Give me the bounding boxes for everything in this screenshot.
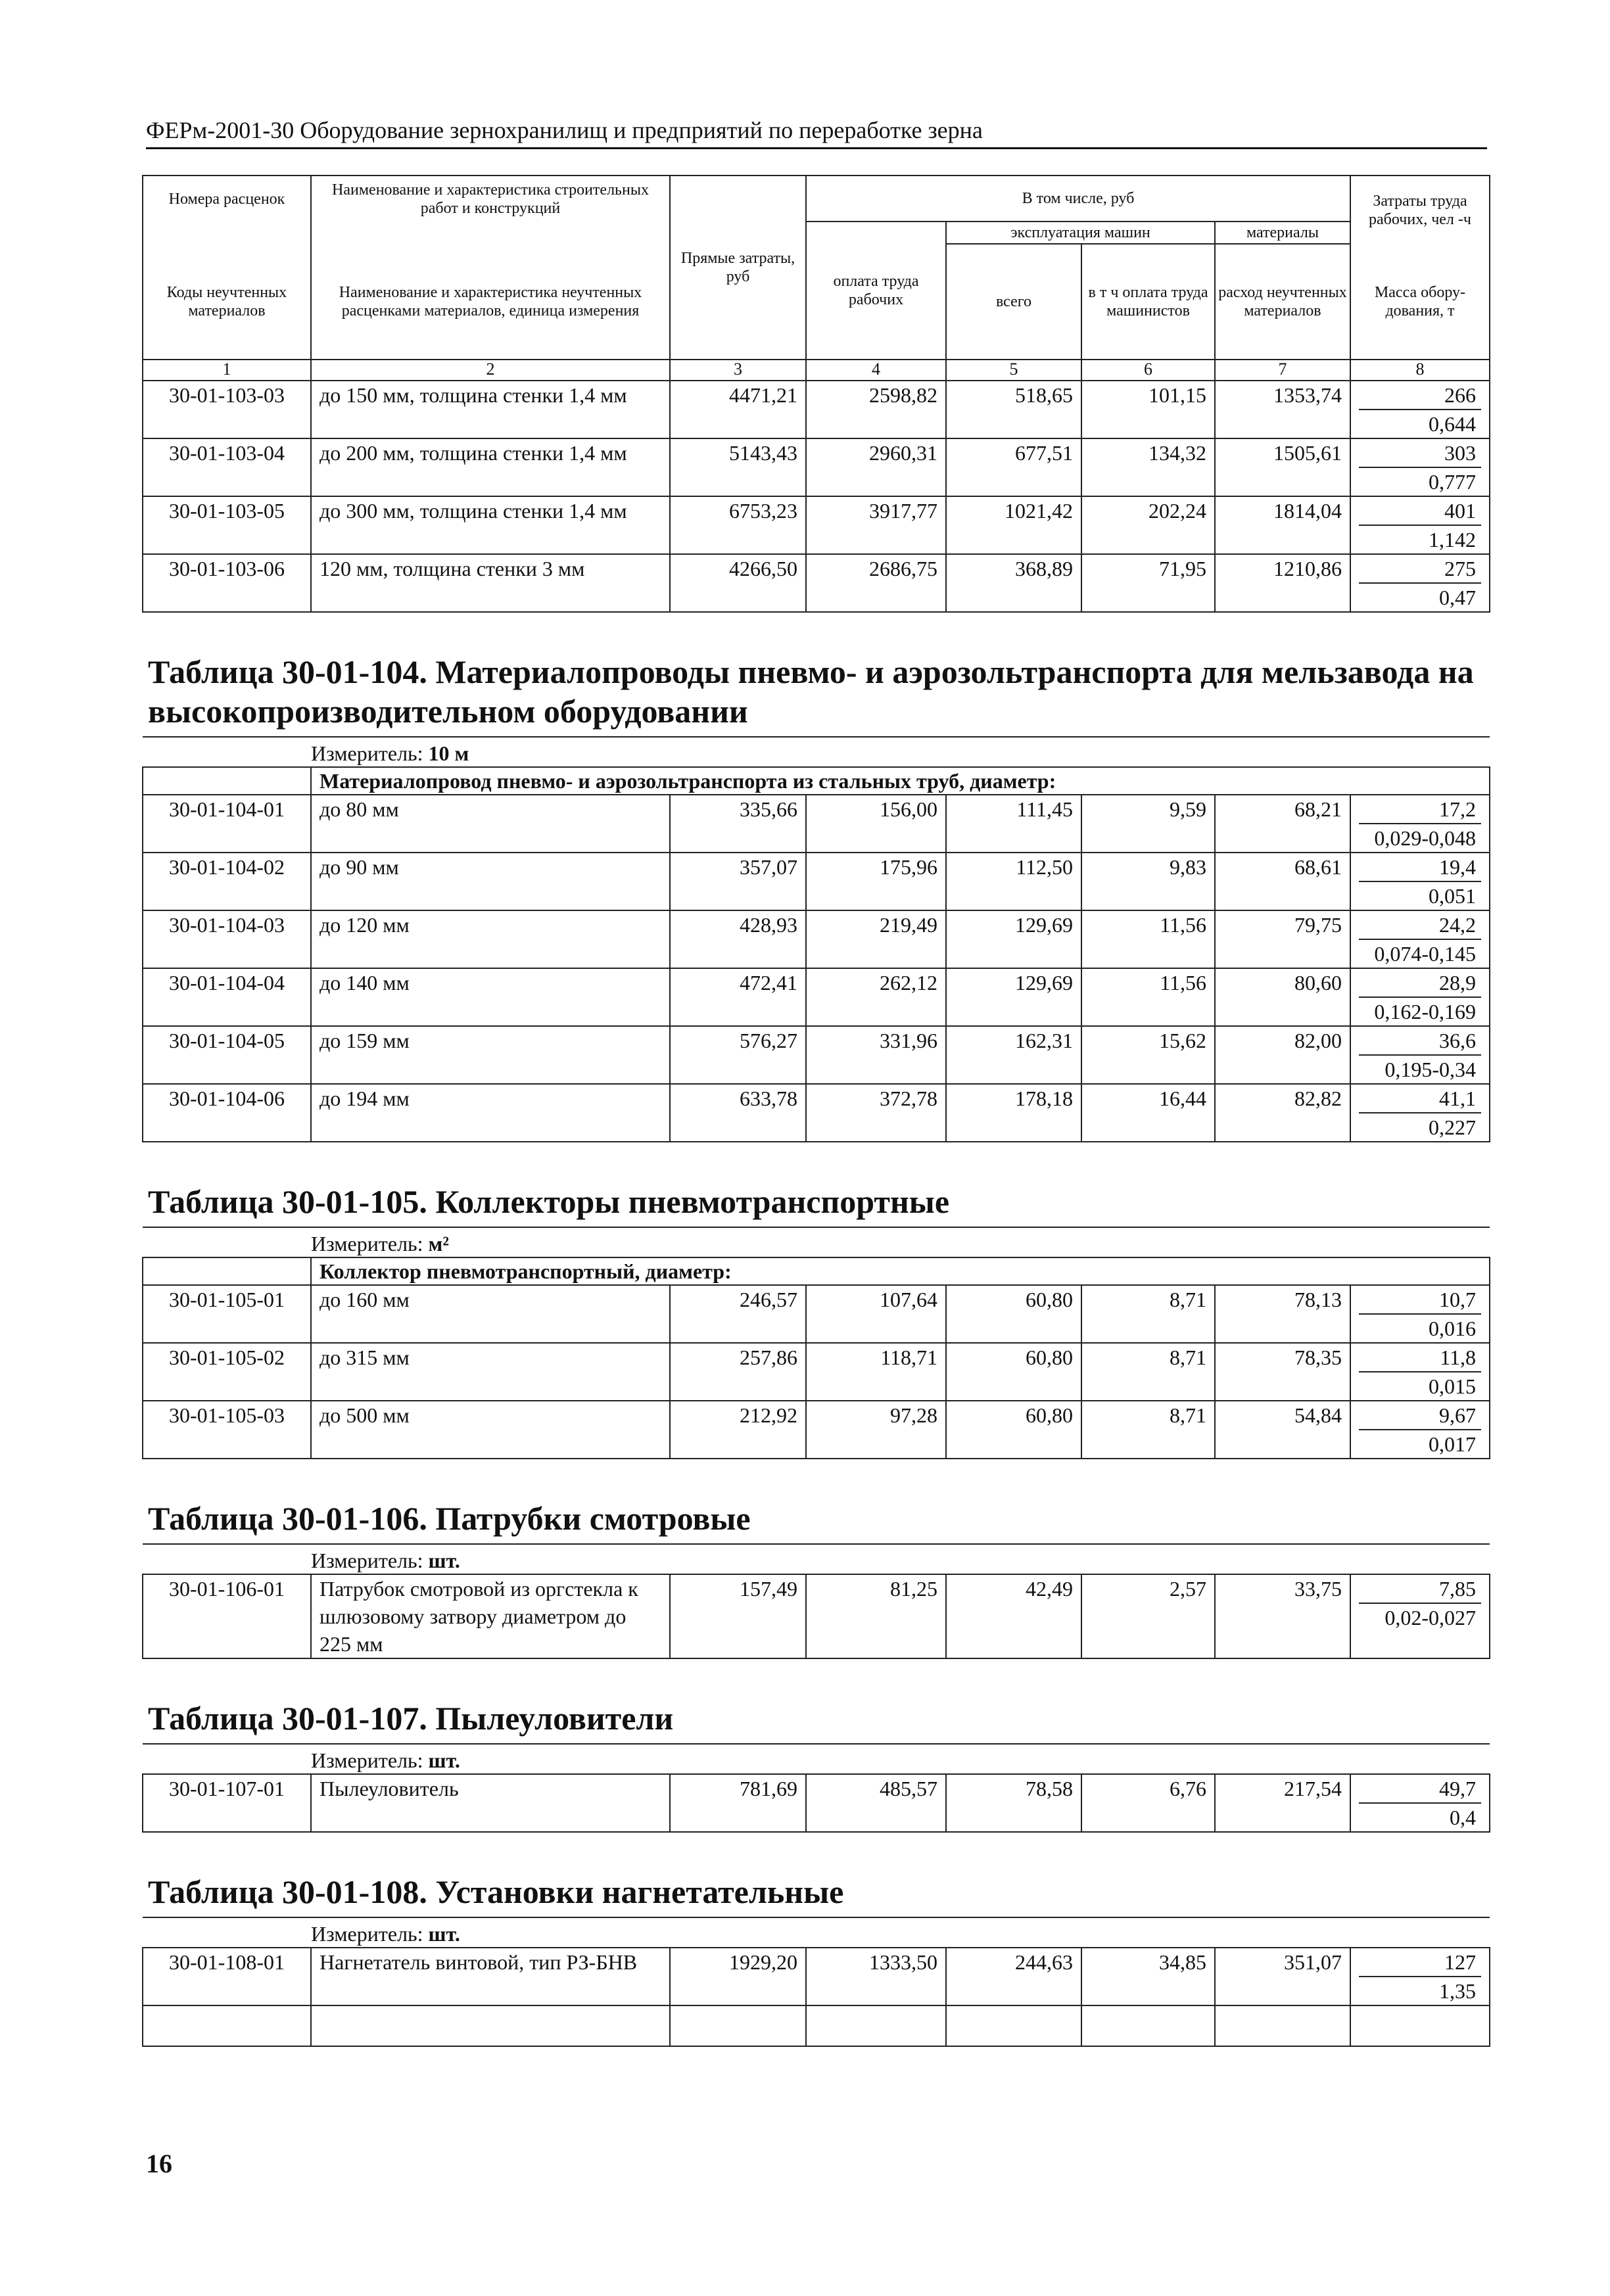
col-index: 8 [1350, 360, 1490, 381]
rate-code: 30-01-105-01 [143, 1285, 311, 1343]
equipment-mass: 0,029-0,048 [1374, 826, 1476, 850]
cost-value: 79,75 [1215, 910, 1350, 968]
cost-value: 335,66 [670, 795, 806, 853]
unit-of-measure [143, 1544, 1490, 1574]
table-row [143, 1948, 1490, 2005]
labor-hours: 41,1 [1359, 1085, 1481, 1113]
table-title: Таблица 30-01-105. Коллекторы пневмотранспортные [143, 1142, 1490, 1227]
rate-code: 30-01-104-03 [143, 910, 311, 968]
labor-mass-cell [1350, 1084, 1490, 1142]
cost-value: 68,61 [1215, 853, 1350, 910]
labor-hours: 10,7 [1359, 1286, 1481, 1315]
col-index: 7 [1215, 360, 1350, 381]
cost-value: 1505,61 [1215, 438, 1350, 496]
labor-mass-cell [1350, 1774, 1490, 1832]
work-name: до 90 мм [311, 853, 670, 910]
labor-mass-cell [1350, 496, 1490, 554]
cost-value: 1814,04 [1215, 496, 1350, 554]
equipment-mass: 0,074-0,145 [1374, 942, 1476, 966]
cost-value: 54,84 [1215, 1401, 1350, 1459]
rate-code: 30-01-104-05 [143, 1026, 311, 1084]
col-index: 4 [806, 360, 946, 381]
cost-value: 357,07 [670, 853, 806, 910]
col-machines-header: эксплуатация машин [946, 222, 1215, 244]
col-material-name-header: Наименование и характеристика неучтенных расценками материалов, единица измерения [311, 244, 670, 360]
table-row [143, 438, 1490, 496]
labor-hours: 24,2 [1359, 911, 1481, 940]
work-name: до 500 мм [311, 1401, 670, 1459]
labor-mass-cell [1350, 1401, 1490, 1459]
cost-value: 6753,23 [670, 496, 806, 554]
cost-value: 5143,43 [670, 438, 806, 496]
cost-value: 428,93 [670, 910, 806, 968]
table-row [143, 496, 1490, 554]
rate-code: 30-01-103-05 [143, 496, 311, 554]
cost-value: 78,58 [946, 1774, 1081, 1832]
cost-value: 4266,50 [670, 554, 806, 612]
labor-hours: 17,2 [1359, 795, 1481, 824]
col-unaccounted-materials-header: расход неучтенных материалов [1215, 244, 1350, 360]
empty-cell [1215, 2005, 1350, 2046]
cost-value: 33,75 [1215, 1574, 1350, 1658]
cost-value: 4471,21 [670, 381, 806, 438]
cost-value: 8,71 [1081, 1401, 1215, 1459]
cost-value: 633,78 [670, 1084, 806, 1142]
cost-value: 42,49 [946, 1574, 1081, 1658]
cost-value: 9,83 [1081, 853, 1215, 910]
cost-value: 78,13 [1215, 1285, 1350, 1343]
cost-value: 101,15 [1081, 381, 1215, 438]
unit-of-measure [143, 1744, 1490, 1774]
cost-value: 71,95 [1081, 554, 1215, 612]
equipment-mass: 0,777 [1429, 470, 1476, 494]
subheading-spacer [143, 1257, 311, 1285]
cost-value: 2960,31 [806, 438, 946, 496]
equipment-mass: 0,47 [1439, 586, 1476, 609]
work-name: Патрубок смотровой из оргстекла к шлюзовому затвору диаметром до 225 мм [311, 1574, 670, 1658]
cost-value: 2598,82 [806, 381, 946, 438]
empty-cell [311, 2005, 670, 2046]
labor-hours: 266 [1359, 381, 1481, 410]
unit-of-measure [143, 737, 1490, 767]
cost-value: 331,96 [806, 1026, 946, 1084]
equipment-mass: 0,4 [1450, 1806, 1476, 1829]
col-index: 5 [946, 360, 1081, 381]
cost-value: 351,07 [1215, 1948, 1350, 2005]
cost-value: 34,85 [1081, 1948, 1215, 2005]
cost-value: 82,00 [1215, 1026, 1350, 1084]
work-name: Пылеуловитель [311, 1774, 670, 1832]
labor-mass-cell [1350, 381, 1490, 438]
labor-mass-cell [1350, 554, 1490, 612]
cost-value: 129,69 [946, 910, 1081, 968]
labor-mass-cell [1350, 1343, 1490, 1401]
table-row [143, 1574, 1490, 1658]
rate-code: 30-01-103-03 [143, 381, 311, 438]
cost-value: 134,32 [1081, 438, 1215, 496]
unit-of-measure [143, 1917, 1490, 1948]
cost-value: 244,63 [946, 1948, 1081, 2005]
table-row [143, 1401, 1490, 1459]
equipment-mass: 0,644 [1429, 412, 1476, 436]
table-title: Таблица 30-01-104. Материалопроводы пневмо- и аэрозольтранспорта для мельзавода на высокопроизводительном оборудовании [143, 612, 1490, 737]
work-name: до 194 мм [311, 1084, 670, 1142]
labor-hours: 401 [1359, 497, 1481, 526]
rate-code: 30-01-104-02 [143, 853, 311, 910]
work-name: до 315 мм [311, 1343, 670, 1401]
cost-value: 1021,42 [946, 496, 1081, 554]
equipment-mass: 0,017 [1429, 1432, 1476, 1456]
rate-code: 30-01-103-04 [143, 438, 311, 496]
unit-value: шт. [428, 1748, 460, 1772]
cost-value: 111,45 [946, 795, 1081, 853]
cost-value: 2686,75 [806, 554, 946, 612]
cost-value: 202,24 [1081, 496, 1215, 554]
rate-code: 30-01-103-06 [143, 554, 311, 612]
empty-cell [806, 2005, 946, 2046]
labor-hours: 275 [1359, 555, 1481, 584]
col-materials-header: материалы [1215, 222, 1350, 244]
rates-table [142, 175, 1490, 2047]
cost-value: 212,92 [670, 1401, 806, 1459]
equipment-mass: 0,162-0,169 [1374, 1000, 1476, 1023]
unit-label: Измеритель: [311, 1232, 423, 1255]
table-row [143, 1026, 1490, 1084]
labor-mass-cell [1350, 1285, 1490, 1343]
rate-code: 30-01-105-02 [143, 1343, 311, 1401]
empty-cell [670, 2005, 806, 2046]
col-name-header: Наименование и характеристика строительных работ и конструкций [311, 176, 670, 222]
unit-value: шт. [428, 1549, 460, 1572]
cost-value: 175,96 [806, 853, 946, 910]
subheading-spacer [143, 767, 311, 795]
unit-value: 10 м [428, 741, 469, 765]
empty-cell [1350, 2005, 1490, 2046]
rate-code: 30-01-104-06 [143, 1084, 311, 1142]
cost-value: 246,57 [670, 1285, 806, 1343]
header-spacer [311, 222, 670, 244]
table-title: Таблица 30-01-106. Патрубки смотровые [143, 1459, 1490, 1544]
cost-value: 1210,86 [1215, 554, 1350, 612]
col-equipment-mass-header: Масса обору-дования, т [1350, 244, 1490, 360]
cost-value: 16,44 [1081, 1084, 1215, 1142]
empty-cell [946, 2005, 1081, 2046]
table-row [143, 1343, 1490, 1401]
table-row [143, 910, 1490, 968]
work-name: Нагнетатель винтовой, тип РЗ-БНВ [311, 1948, 670, 2005]
col-machines-total-header: всего [946, 244, 1081, 360]
cost-value: 60,80 [946, 1401, 1081, 1459]
col-operator-wages-header: в т ч оплата труда машинистов [1081, 244, 1215, 360]
equipment-mass: 0,016 [1429, 1317, 1476, 1340]
cost-value: 11,56 [1081, 910, 1215, 968]
col-material-codes-header: Коды неучтенных материалов [143, 244, 311, 360]
col-index: 3 [670, 360, 806, 381]
cost-value: 576,27 [670, 1026, 806, 1084]
labor-hours: 11,8 [1359, 1344, 1481, 1372]
page-header: ФЕРм-2001-30 Оборудование зернохранилищ и предприятий по переработке зерна [146, 116, 1487, 149]
labor-mass-cell [1350, 795, 1490, 853]
col-codes-header: Номера расценок [143, 176, 311, 222]
cost-value: 1929,20 [670, 1948, 806, 2005]
cost-value: 80,60 [1215, 968, 1350, 1026]
rate-code: 30-01-104-04 [143, 968, 311, 1026]
cost-value: 157,49 [670, 1574, 806, 1658]
unit-label: Измеритель: [311, 1748, 423, 1772]
cost-value: 78,35 [1215, 1343, 1350, 1401]
col-direct-costs-header: Прямые затраты, руб [670, 176, 806, 360]
cost-value: 368,89 [946, 554, 1081, 612]
cost-value: 1333,50 [806, 1948, 946, 2005]
col-wages-header: оплата труда рабочих [806, 222, 946, 360]
labor-mass-cell [1350, 1948, 1490, 2005]
labor-mass-cell [1350, 1026, 1490, 1084]
rate-code: 30-01-108-01 [143, 1948, 311, 2005]
cost-value: 156,00 [806, 795, 946, 853]
cost-value: 219,49 [806, 910, 946, 968]
cost-value: 6,76 [1081, 1774, 1215, 1832]
labor-hours: 19,4 [1359, 853, 1481, 882]
work-name: до 160 мм [311, 1285, 670, 1343]
cost-value: 82,82 [1215, 1084, 1350, 1142]
unit-value: м² [428, 1232, 449, 1255]
work-name: до 80 мм [311, 795, 670, 853]
equipment-mass: 0,015 [1429, 1374, 1476, 1398]
labor-hours: 7,85 [1359, 1575, 1481, 1604]
labor-hours: 36,6 [1359, 1027, 1481, 1056]
work-name: до 300 мм, толщина стенки 1,4 мм [311, 496, 670, 554]
cost-value: 129,69 [946, 968, 1081, 1026]
page-number: 16 [146, 2149, 172, 2178]
work-name: до 200 мм, толщина стенки 1,4 мм [311, 438, 670, 496]
cost-value: 472,41 [670, 968, 806, 1026]
col-labor-header: Затраты труда рабочих, чел -ч [1350, 176, 1490, 244]
cost-value: 118,71 [806, 1343, 946, 1401]
table-row [143, 1774, 1490, 1832]
work-name: 120 мм, толщина стенки 3 мм [311, 554, 670, 612]
table-row [143, 968, 1490, 1026]
table-row [143, 795, 1490, 853]
equipment-mass: 1,35 [1439, 1979, 1476, 2003]
equipment-mass: 0,195-0,34 [1385, 1058, 1476, 1081]
empty-cell [143, 2005, 311, 2046]
cost-value: 9,59 [1081, 795, 1215, 853]
cost-value: 262,12 [806, 968, 946, 1026]
labor-hours: 9,67 [1359, 1401, 1481, 1430]
labor-mass-cell [1350, 853, 1490, 910]
table-title: Таблица 30-01-107. Пылеуловители [143, 1658, 1490, 1744]
unit-value: шт. [428, 1922, 460, 1946]
col-index: 2 [311, 360, 670, 381]
empty-cell [1081, 2005, 1215, 2046]
work-name: до 159 мм [311, 1026, 670, 1084]
labor-mass-cell [1350, 1574, 1490, 1658]
section-subheading: Коллектор пневмотранспортный, диаметр: [311, 1257, 1490, 1285]
cost-value: 518,65 [946, 381, 1081, 438]
cost-value: 217,54 [1215, 1774, 1350, 1832]
cost-value: 60,80 [946, 1343, 1081, 1401]
cost-value: 11,56 [1081, 968, 1215, 1026]
col-index: 6 [1081, 360, 1215, 381]
cost-value: 677,51 [946, 438, 1081, 496]
labor-hours: 127 [1359, 1948, 1481, 1977]
equipment-mass: 1,142 [1429, 528, 1476, 551]
col-including-header: В том числе, руб [806, 176, 1350, 222]
cost-value: 3917,77 [806, 496, 946, 554]
cost-value: 781,69 [670, 1774, 806, 1832]
rate-code: 30-01-104-01 [143, 795, 311, 853]
unit-label: Измеритель: [311, 1549, 423, 1572]
cost-value: 60,80 [946, 1285, 1081, 1343]
section-subheading: Материалопровод пневмо- и аэрозольтранспорта из стальных труб, диаметр: [311, 767, 1490, 795]
work-name: до 140 мм [311, 968, 670, 1026]
cost-value: 107,64 [806, 1285, 946, 1343]
table-row [143, 381, 1490, 438]
cost-value: 68,21 [1215, 795, 1350, 853]
cost-value: 178,18 [946, 1084, 1081, 1142]
cost-value: 2,57 [1081, 1574, 1215, 1658]
labor-hours: 28,9 [1359, 969, 1481, 998]
labor-mass-cell [1350, 910, 1490, 968]
rate-code: 30-01-106-01 [143, 1574, 311, 1658]
cost-value: 1353,74 [1215, 381, 1350, 438]
equipment-mass: 0,227 [1429, 1115, 1476, 1139]
table-row [143, 1084, 1490, 1142]
cost-value: 485,57 [806, 1774, 946, 1832]
cost-value: 8,71 [1081, 1343, 1215, 1401]
table-row [143, 853, 1490, 910]
rate-code: 30-01-105-03 [143, 1401, 311, 1459]
equipment-mass: 0,02-0,027 [1385, 1606, 1476, 1629]
unit-label: Измеритель: [311, 741, 423, 765]
table-title: Таблица 30-01-108. Установки нагнетательные [143, 1832, 1490, 1917]
unit-of-measure [143, 1227, 1490, 1257]
cost-value: 257,86 [670, 1343, 806, 1401]
col-index: 1 [143, 360, 311, 381]
cost-value: 81,25 [806, 1574, 946, 1658]
cost-value: 372,78 [806, 1084, 946, 1142]
rate-code: 30-01-107-01 [143, 1774, 311, 1832]
work-name: до 120 мм [311, 910, 670, 968]
labor-mass-cell [1350, 438, 1490, 496]
labor-hours: 49,7 [1359, 1775, 1481, 1804]
table-row [143, 1285, 1490, 1343]
cost-value: 8,71 [1081, 1285, 1215, 1343]
cost-value: 15,62 [1081, 1026, 1215, 1084]
labor-mass-cell [1350, 968, 1490, 1026]
cost-value: 97,28 [806, 1401, 946, 1459]
work-name: до 150 мм, толщина стенки 1,4 мм [311, 381, 670, 438]
cost-value: 112,50 [946, 853, 1081, 910]
unit-label: Измеритель: [311, 1922, 423, 1946]
cost-value: 162,31 [946, 1026, 1081, 1084]
table-row [143, 554, 1490, 612]
header-spacer [143, 222, 311, 244]
equipment-mass: 0,051 [1429, 884, 1476, 908]
labor-hours: 303 [1359, 439, 1481, 468]
